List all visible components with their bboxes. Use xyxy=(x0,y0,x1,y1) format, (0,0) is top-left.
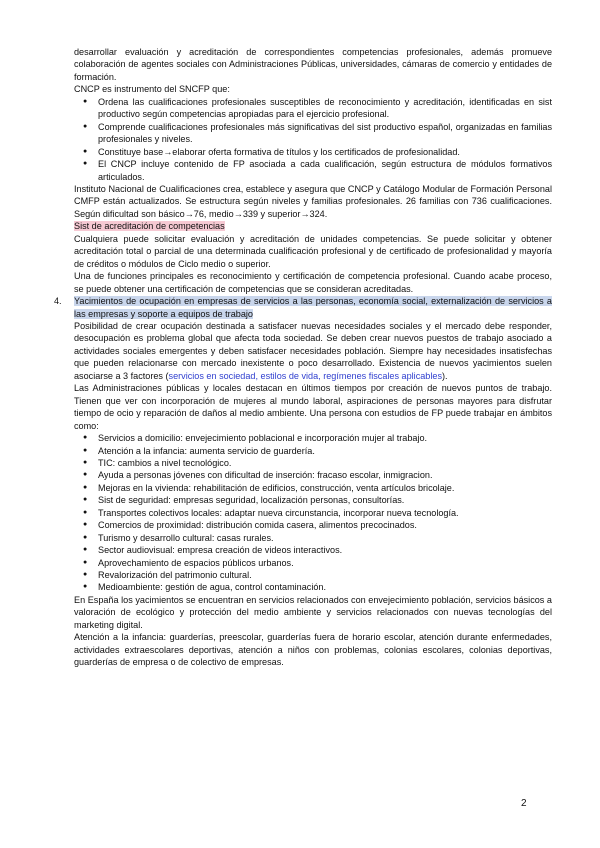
posibilidad-text: Posibilidad de crear ocupación destinada a satisfacer nuevas necesidades sociales y el mercado debe responder, desocupación es problema global que afecta toda sociedad. Se deben crear nuevos puestos de trabajo asociado a actividades sociales emergentes y deben satisfacer necesidades población. Siempre hay necesidades insatisfechas que pueden relacionarse con mercado inexistente o poco desarrollado. Existencia de nuevos yacimientos suelen asociarse a 3 factores ( xyxy=(74,320,552,381)
list-item: ● Sector audiovisual: empresa creación de videos interactivos. xyxy=(74,544,552,556)
cncp-line: CNCP es instrumento del SNCFP que: xyxy=(74,84,230,95)
list-item: ● El CNCP incluye contenido de FP asociada a cada cualificación, según estructura de módulos formativos articulados. xyxy=(74,158,552,183)
list-item: ● Mejoras en la vivienda: rehabilitación de edificios, construcción, venta artículos bricolaje. xyxy=(74,482,552,494)
list-item: ● Sist de seguridad: empresas seguridad, localización personas, consultorías. xyxy=(74,494,552,506)
list-item: ● Aprovechamiento de espacios públicos urbanos. xyxy=(74,557,552,569)
cncp-bullet-list xyxy=(74,96,552,183)
list-item: ● Servicios a domicilio: envejecimiento poblacional e incorporación mujer al trabajo. xyxy=(74,432,552,444)
atencion-paragraph: Atención a la infancia: guarderías, preescolar, guarderías fuera de horario escolar, atención durante enfermedades, actividades extraescolares deportivas, atención a niños con problemas, colonias escolares, colonias deportivas, guarderías de empresa o de colectivo de empresas. xyxy=(74,632,552,668)
administraciones-paragraph: Las Administraciones públicas y locales destacan en últimos tiempos por creación de nuevos puntos de trabajo. Tienen que ver con incorporación de mujeres al mundo laboral, aspiraciones de personas mayores para disfrutar tiempo de ocio y reparación de daños al medio ambiente. Una persona con estudios de FP puede trabajar en ámbitos como: xyxy=(74,383,552,431)
list-item: ● Ayuda a personas jóvenes con dificultad de inserción: fracaso escolar, inmigracion. xyxy=(74,469,552,481)
list-item: ● Medioambiente: gestión de agua, control contaminación. xyxy=(74,581,552,593)
posibilidad-end: ). xyxy=(442,370,448,381)
list-item: ● Revalorización del patrimonio cultural. xyxy=(74,569,552,581)
factores-text: servicios en sociedad, estilos de vida, regímenes fiscales aplicables xyxy=(168,370,442,381)
list-item: ● Turismo y desarrollo cultural: casas rurales. xyxy=(74,532,552,544)
list-item: ● Atención a la infancia: aumenta servicio de guardería. xyxy=(74,445,552,457)
list-item: ● Transportes colectivos locales: adaptar nueva circunstancia, incorporar nueva tecnología. xyxy=(74,507,552,519)
section-4-heading xyxy=(54,295,552,320)
list-item: ● Comprende cualificaciones profesionales más significativas del sist productivo español, organizadas en familias profesionales y niveles. xyxy=(74,121,552,146)
section-4-heading-para xyxy=(74,295,552,320)
sist-heading-text: Sist de acreditación de competencias xyxy=(74,221,225,232)
funciones-paragraph: Una de funciones principales es reconocimiento y certificación de competencia profesional. Cuando acabe proceso, se puede obtener una certificación de competencias que se consideran acreditadas. xyxy=(74,271,552,294)
list-item: ● Constituye base→elaborar oferta formativa de títulos y los certificados de profesionalidad. xyxy=(74,146,552,158)
section-4-heading-text: Yacimientos de ocupación en empresas de servicios a las personas, economía social, externalización de servicios a las empresas y soporte a equipos de trabajo xyxy=(74,296,552,319)
espana-paragraph: En España los yacimientos se encuentran en servicios relacionados con envejecimiento población, servicios básicos a valoración de ecológico y protección del medio ambiente y servicios relacionados con nuevas tecnologías del marketing digital. xyxy=(74,594,552,630)
sist-heading xyxy=(74,220,552,232)
page-number: 2 xyxy=(521,798,527,809)
intro-paragraph: desarrollar evaluación y acreditación de correspondientes competencias profesionales, además promueve colaboración de agentes sociales con Administraciones Públicas, universidades, cámaras de comercio y entidades de formación. xyxy=(74,47,552,82)
section-4-number: 4. xyxy=(54,296,62,307)
list-item: ● Ordena las cualificaciones profesionales susceptibles de reconocimiento y acreditación, identificadas en sist productivo según competencias apropiadas para el ejercicio profesional. xyxy=(74,96,552,121)
cualquiera-paragraph: Cualquiera puede solicitar evaluación y acreditación de unidades competencias. Se puede solicitar y obtener acreditación total o parcial de una determinada cualificación profesional y de certificado de profesionalidad y mayoría de créditos o módulos de Ciclo medio o superior. xyxy=(74,233,552,269)
list-item: ● Comercios de proximidad: distribución comida casera, alimentos precocinados. xyxy=(74,519,552,531)
posibilidad-paragraph xyxy=(74,320,552,382)
ambitos-bullet-list xyxy=(74,432,552,594)
page-content xyxy=(54,46,552,669)
instituto-paragraph: Instituto Nacional de Cualificaciones crea, establece y asegura que CNCP y Catálogo Modular de Formación Personal CMFP están actualizados. Se estructura según niveles y familias profesionales. 26 familias con 736 cualificaciones. Según dificultad son básico→76, medio→339 y superior→324. xyxy=(74,183,552,219)
list-item: ● TIC: cambios a nivel tecnológico. xyxy=(74,457,552,469)
